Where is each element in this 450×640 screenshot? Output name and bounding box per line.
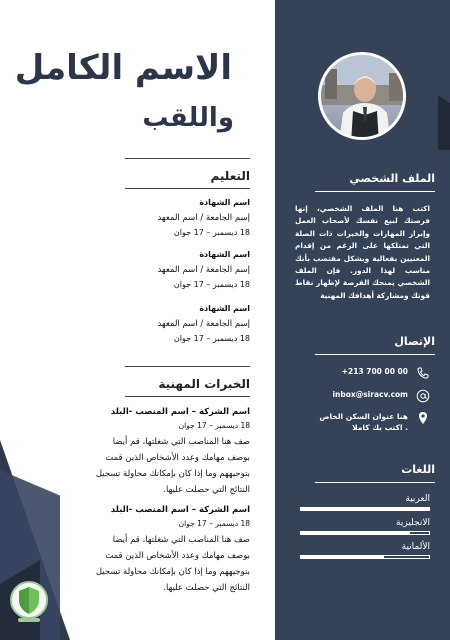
language-level-bar [300,507,430,511]
phone-icon [416,366,430,380]
language-name: الألمانية [401,542,430,552]
contact-title: الإتصال [315,335,435,355]
education-item [130,198,250,237]
education-date: 18 ديسمبر – 17 جوان [173,334,250,343]
job-date: 18 ديسمبر – 17 جوان [178,519,250,528]
location-pin-icon [416,411,430,425]
education-date: 18 ديسمبر – 17 جوان [173,228,250,237]
contact-email [290,389,430,403]
job-description: صف هنا المناصب التي شغلتها، قم أيضا بوصف مهامك وعدد الأشخاص الذين قمت بتوجيههم وما إذا كان بإمكانك محاولة تسجيل النتائج التي حصلت عليها. [95,437,250,495]
degree-name: اسم الشهادة [199,250,250,259]
profile-photo [318,52,406,140]
profile-title: الملف الشخصي [315,172,435,192]
job-title: اسم الشركة – اسم المنصب -البلد [110,505,250,515]
experience-title: الخبرات المهنية [125,366,250,397]
surname: واللقب [142,103,234,133]
language-level-bar [300,555,430,559]
language-name: الانجليزية [396,518,430,528]
full-name: الاسم الكامل [14,48,232,88]
contact-address [290,411,430,433]
degree-name: اسم الشهادة [199,304,250,313]
language-level-bar [300,531,430,535]
address-text: هنا عنوان السكن الخاص . اكتب بك كاملا [319,412,408,432]
job-item [90,505,250,596]
language-name: العربية [405,494,430,504]
contact-phone [290,366,430,380]
languages-title: اللغات [315,463,435,483]
at-icon [416,389,430,403]
decorative-shape [438,95,450,150]
job-date: 18 ديسمبر – 17 جوان [178,421,250,430]
degree-name: اسم الشهادة [199,198,250,207]
job-item [90,407,250,498]
education-item [130,304,250,343]
email-address[interactable]: inbox@siracv.com [332,390,408,399]
language-item [300,542,430,559]
education-title: التعليم [125,158,250,189]
institution-name: إسم الجامعة / اسم المعهد [157,265,250,275]
job-title: اسم الشركة – اسم المنصب -البلد [110,407,250,417]
language-item [300,518,430,535]
education-item [130,250,250,289]
institution-name: إسم الجامعة / اسم المعهد [157,319,250,329]
phone-number[interactable]: +213 700 00 00 [341,367,408,376]
job-description: صف هنا المناصب التي شغلتها، قم أيضا بوصف مهامك وعدد الأشخاص الذين قمت بتوجيههم وما إذا كان بإمكانك محاولة تسجيل النتائج التي حصلت عليها. [95,535,250,593]
shield-logo-icon [8,578,50,626]
language-item [300,494,430,511]
education-date: 18 ديسمبر – 17 جوان [173,280,250,289]
institution-name: إسم الجامعة / اسم المعهد [157,213,250,223]
profile-text: اكتب هنا الملف الشخصي، إنها فرصتك لبيع نفسك لأصحاب العمل وإبراز المهارات والخبرات ذات الصلة التي تمتلكها على الرغم من إقدام المعنيين بفعالية وبشكل مقتضب بأنك مناسب لهذا الدور. فإن الملف الشخصي يمنحك الفرصة لإظهار نقاط قوتك ومشاركة أهدافك المهنية [295,204,430,300]
